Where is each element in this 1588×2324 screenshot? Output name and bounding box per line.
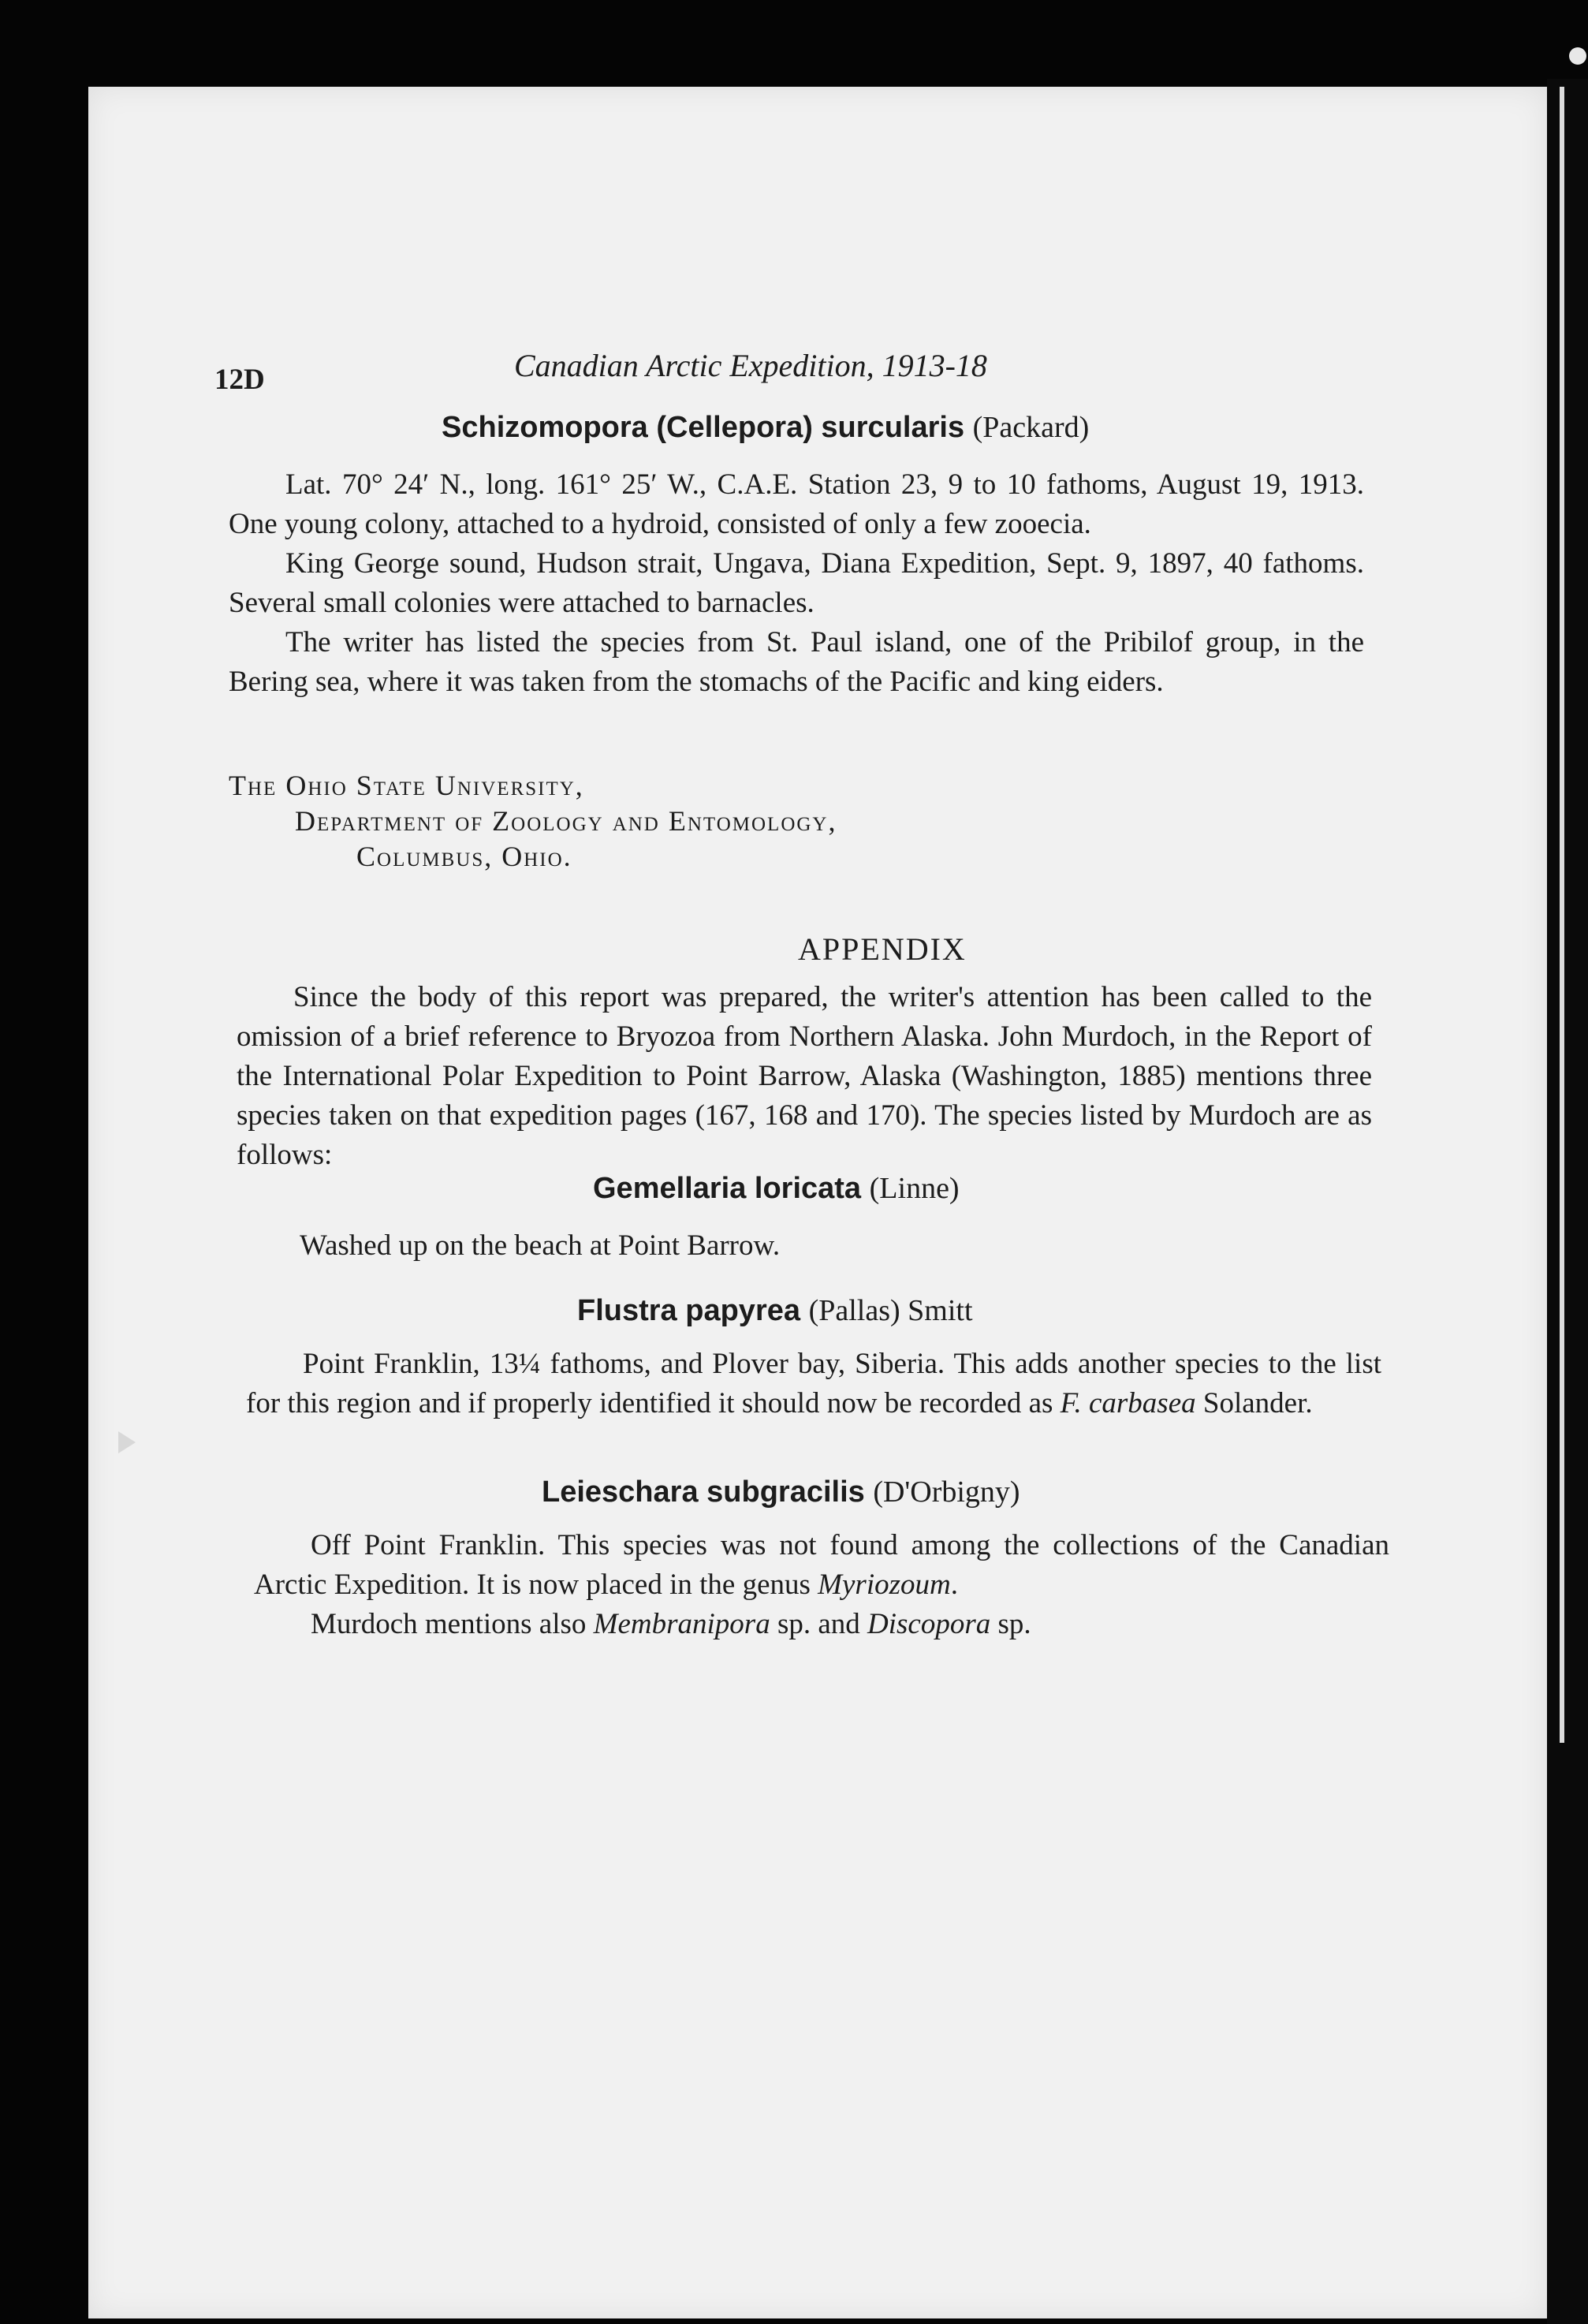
species-name: Leieschara subgracilis [542, 1475, 865, 1509]
text-run: Solander. [1195, 1387, 1313, 1419]
signature-line-1: The Ohio State University, [229, 770, 584, 801]
text-run: Point Franklin, 13¼ fathoms, and Plover bay, Siberia. This adds another species to the list for this region and if properly identified it should now be recorded as [246, 1348, 1381, 1419]
appendix-intro [237, 978, 1372, 1175]
appendix-title: APPENDIX [798, 931, 967, 967]
signature-line-3: Columbus, Ohio. [356, 841, 572, 872]
italic-genus: Membranipora [593, 1608, 770, 1640]
paragraph: The writer has listed the species from St. Paul island, one of the Pribilof group, in the Bering sea, where it was taken from the stomachs of the Pacific and king eiders. [229, 626, 1364, 698]
section1-body [229, 465, 1364, 702]
species-name: Flustra papyrea [577, 1294, 800, 1327]
leieschara-text [254, 1526, 1389, 1644]
species-author: (Packard) [972, 411, 1090, 444]
italic-species: F. carbasea [1060, 1387, 1196, 1419]
running-title: Canadian Arctic Expedition, 1913-18 [514, 348, 987, 383]
species-heading-schizomopora [442, 410, 1089, 445]
species-name: Gemellaria loricata [593, 1172, 862, 1205]
text-run: Off Point Franklin. This species was not found among the collections of the Canadian Arctic Expedition. It is now placed in the genus [254, 1529, 1389, 1601]
scan-dot-icon [1569, 47, 1586, 65]
paragraph: Washed up on the beach at Point Barrow. [300, 1229, 781, 1262]
scan-edge-strip [1560, 87, 1564, 1743]
scan-border-right [1547, 79, 1588, 2324]
page-number: 12D [214, 364, 265, 396]
text-run: sp. [990, 1608, 1031, 1640]
species-heading-leieschara [542, 1475, 1020, 1509]
species-author: (Linne) [869, 1172, 960, 1205]
paragraph: Lat. 70° 24′ N., long. 161° 25′ W., C.A.E. Station 23, 9 to 10 fathoms, August 19, 1913. One young colony, attached to a hydroid, consisted of only a few zooecia. [229, 468, 1364, 540]
text-run: Murdoch mentions also [311, 1608, 594, 1640]
paragraph: Since the body of this report was prepared, the writer's attention has been called to the omission of a brief reference to Bryozoa from Northern Alaska. John Murdoch, in the Report of the International Polar Expedition to Point Barrow, Alaska (Washington, 1885) mentions three species taken on that expedition pages (167, 168 and 170). The species listed by Murdoch are as follows: [237, 981, 1372, 1171]
document-page [88, 87, 1547, 2318]
paragraph [254, 1526, 1389, 1605]
signature-line-2: Department of Zoology and Entomology, [295, 805, 837, 837]
species-author: (D'Orbigny) [873, 1475, 1020, 1509]
flustra-text [246, 1345, 1381, 1423]
paragraph: King George sound, Hudson strait, Ungava, Diana Expedition, Sept. 9, 1897, 40 fathoms. Several small colonies were attached to barnacles. [229, 547, 1364, 619]
gemellaria-text [243, 1226, 1378, 1266]
subgenus-name: (Cellepora) [656, 411, 813, 444]
paragraph [254, 1605, 1389, 1644]
italic-genus: Myriozoum [818, 1569, 951, 1601]
text-run: . [950, 1569, 958, 1601]
genus-name: Schizomopora [442, 411, 648, 444]
paragraph [246, 1345, 1381, 1423]
species-heading-gemellaria [593, 1171, 960, 1206]
italic-genus: Discopora [867, 1608, 991, 1640]
margin-arrow-icon [118, 1431, 136, 1453]
species-heading-flustra [577, 1293, 973, 1328]
species-name: surcularis [821, 411, 965, 444]
text-run: sp. and [770, 1608, 868, 1640]
species-author: (Pallas) Smitt [808, 1294, 973, 1327]
